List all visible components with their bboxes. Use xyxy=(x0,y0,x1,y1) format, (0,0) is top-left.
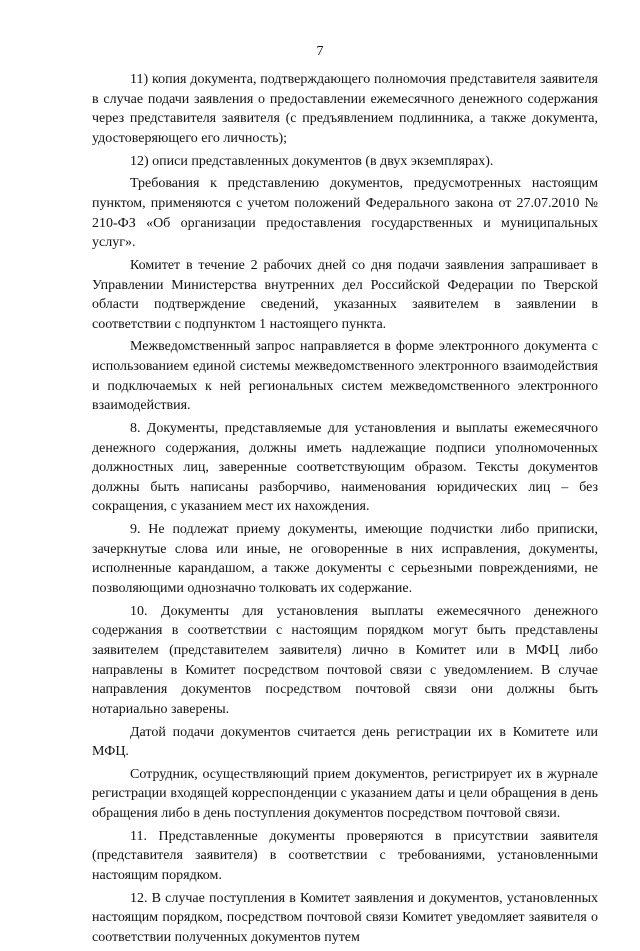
paragraph-committee-request: Комитет в течение 2 рабочих дней со дня подачи заявления запрашивает в Управлении Министерства внутренних дел Российской Федерации по Тверской области подтверждение сведений, указанных заявителем в заявлении в соответствии с подпунктом 1 настоящего пункта. xyxy=(92,257,598,332)
paragraph-point-9-not-accepted-documents: 9. Не подлежат приему документы, имеющие подчистки либо приписки, зачеркнутые слова или иные, не оговоренные в них исправления, документы, исполненные карандашом, а также документы с серьезными повреждениями, не позволяющими однозначно толковать их содержание. xyxy=(92,522,598,596)
document-body xyxy=(92,70,598,951)
paragraph-item-11-copy-of-authority-document: 11) копия документа, подтверждающего полномочия представителя заявителя в случае подачи заявления о предоставлении ежемесячного денежного содержания через представителя заявителя (с предъявлением подлинника, а также документа, удостоверяющего его личность); xyxy=(92,72,598,146)
paragraph-point-10-submission-methods: 10. Документы для установления выплаты ежемесячного денежного содержания в соответствии с настоящим порядком могут быть представлены заявителем (представителем заявителя) лично в Комитет или в МФЦ либо направлены в Комитет посредством почтовой связи с уведомлением. В случае направления документов посредством почтовой связи они должны быть нотариально заверены. xyxy=(92,603,598,717)
paragraph-item-12-inventory-of-documents: 12) описи представленных документов (в двух экземплярах). xyxy=(130,153,494,169)
page-number: 7 xyxy=(316,44,324,59)
paragraph-requirements-federal-law: Требования к представлению документов, предусмотренных настоящим пунктом, применяются с учетом положений Федерального закона от 27.07.2010 № 210-ФЗ «Об организации предоставления государственных и муниципальных услуг». xyxy=(92,176,598,251)
paragraph-submission-date: Датой подачи документов считается день регистрации их в Комитете или МФЦ. xyxy=(92,724,598,760)
paragraph-point-8-document-signatures: 8. Документы, представляемые для установления и выплаты ежемесячного денежного содержания, должны иметь надлежащие подписи уполномоченных должностных лиц, заверенные соответствующим образом. Тексты документов должны быть написаны разборчиво, наименования юридических лиц – без сокращения, с указанием мест их нахождения. xyxy=(92,421,598,515)
paragraph-registration-of-documents: Сотрудник, осуществляющий прием документов, регистрирует их в журнале регистрации входящей корреспонденции с указанием даты и цели обращения в день обращения либо в день поступления документов посредством почтовой связи. xyxy=(92,766,598,822)
paragraph-interagency-request: Межведомственный запрос направляется в форме электронного документа с использованием единой системы межведомственного электронного взаимодействия и подключаемых к ней региональных систем межведомственного электронного взаимодействия. xyxy=(92,339,598,414)
paragraph-point-11-document-check: 11. Представленные документы проверяются в присутствии заявителя (представителя заявителя) в соответствии с требованиями, установленными настоящим порядком. xyxy=(92,828,598,884)
paragraph-point-12-postal-receipt: 12. В случае поступления в Комитет заявления и документов, установленных настоящим порядком, посредством почтовой связи Комитет уведомляет заявителя о соответствии полученных документов путем xyxy=(92,890,598,945)
